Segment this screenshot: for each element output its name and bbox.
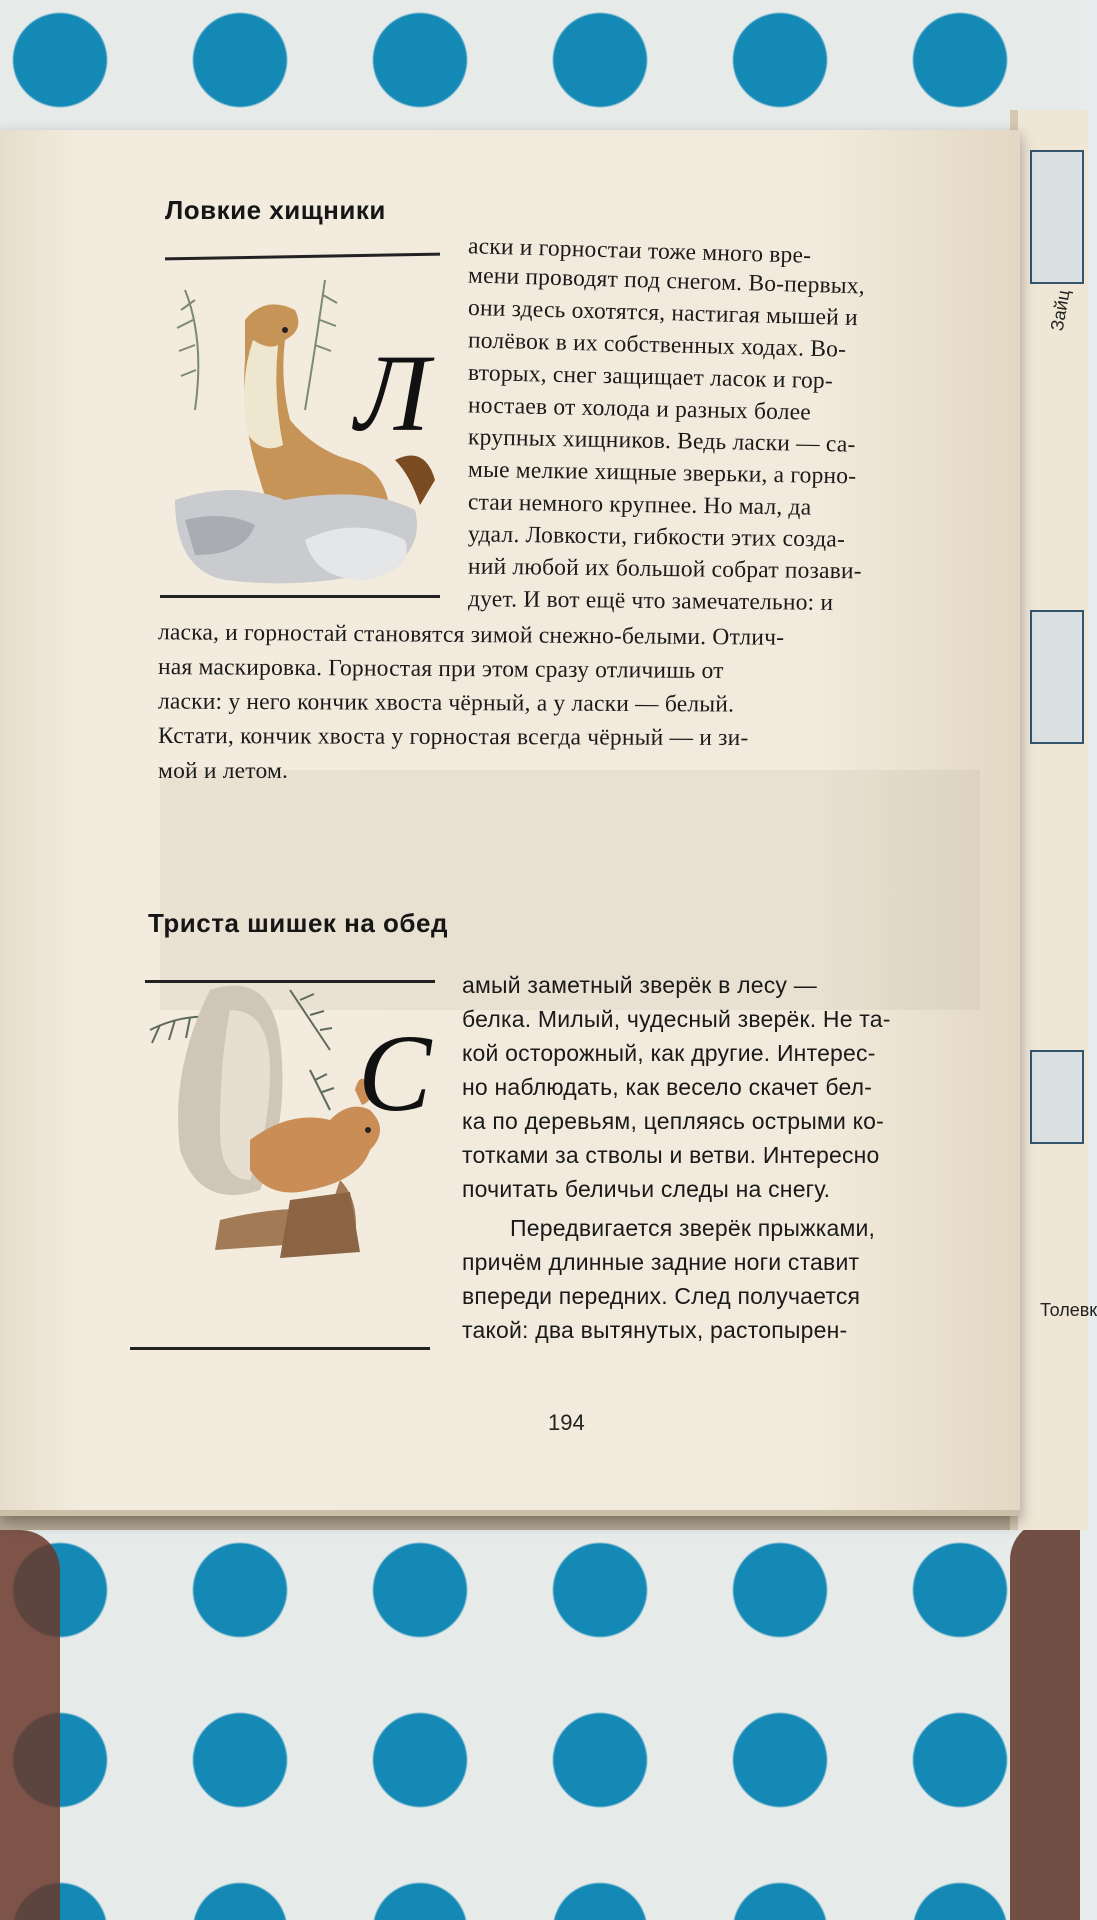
text-line: тотками за стволы и ветви. Интересно (462, 1142, 880, 1168)
section-heading: Ловкие хищники (165, 195, 386, 225)
right-page-illustration-1 (1030, 150, 1084, 284)
text-line: Передвигается зверёк прыжками, (510, 1215, 876, 1241)
text-line: они здесь охотятся, настигая мышей и (467, 294, 859, 332)
text-line: крупных хищников. Ведь ласки — са- (467, 424, 856, 458)
left-page (0, 130, 1020, 1516)
section-heading: Триста шишек на обед (148, 908, 448, 938)
text-line: белка. Милый, чудесный зверёк. Не та- (462, 1006, 891, 1032)
text-line: мые мелкие хищные зверьки, а горно- (467, 456, 857, 490)
text-line: ностаев от холода и разных более (467, 392, 812, 426)
text-line: полёвок в их собственных ходах. Во- (467, 327, 847, 363)
text-line: причём длинные задние ноги ставит (462, 1249, 860, 1275)
right-page-label-bottom: Толевк (1040, 1300, 1097, 1320)
right-page-label-top: Зайц (1046, 288, 1074, 333)
text-line: удал. Ловкости, гибкости этих созда- (467, 521, 846, 553)
text-line: аски и горностаи тоже много вре- (467, 233, 812, 269)
left-hand (0, 1530, 60, 1920)
text-line: ласка, и горностай становятся зимой снежно-белыми. Отлич- (157, 619, 785, 651)
page-number: 194 (548, 1410, 585, 1435)
text-line: дует. И вот ещё что замечательно: и (467, 586, 834, 616)
drop-cap: Л (355, 332, 430, 454)
illustration-bottom-rule (130, 1347, 430, 1350)
text-line: ка по деревьям, цепляясь острыми ко- (462, 1108, 884, 1134)
illustration-bottom-rule (160, 595, 440, 598)
right-hand (1010, 1520, 1080, 1920)
text-line: такой: два вытянутых, растопырен- (462, 1317, 848, 1343)
drop-cap: С (358, 1012, 432, 1134)
text-line: мени проводят под снегом. Во-первых, (467, 262, 866, 300)
text-line: амый заметный зверёк в лесу — (462, 972, 817, 998)
text-line: мой и летом. (158, 758, 289, 784)
right-page-illustration-2 (1030, 610, 1084, 744)
text-line: ласки: у него кончик хвоста чёрный, а у ласки — белый. (157, 688, 735, 718)
text-line: впереди передних. След получается (462, 1283, 861, 1309)
text-line: вторых, снег защищает ласок и гор- (467, 359, 834, 395)
text-line: почитать беличьи следы на снегу. (462, 1176, 831, 1202)
right-page-illustration-3 (1030, 1050, 1084, 1144)
text-line: но наблюдать, как весело скачет бел- (462, 1074, 873, 1100)
text-line: ний любой их большой собрат позави- (467, 553, 862, 585)
text-line: Кстати, кончик хвоста у горностая всегда чёрный — и зи- (157, 722, 749, 752)
text-line: стаи немного крупнее. Но мал, да (467, 489, 812, 521)
text-line: кой осторожный, как другие. Интерес- (462, 1040, 876, 1066)
text-line: ная маскировка. Горностая при этом сразу отличишь от (157, 654, 724, 684)
